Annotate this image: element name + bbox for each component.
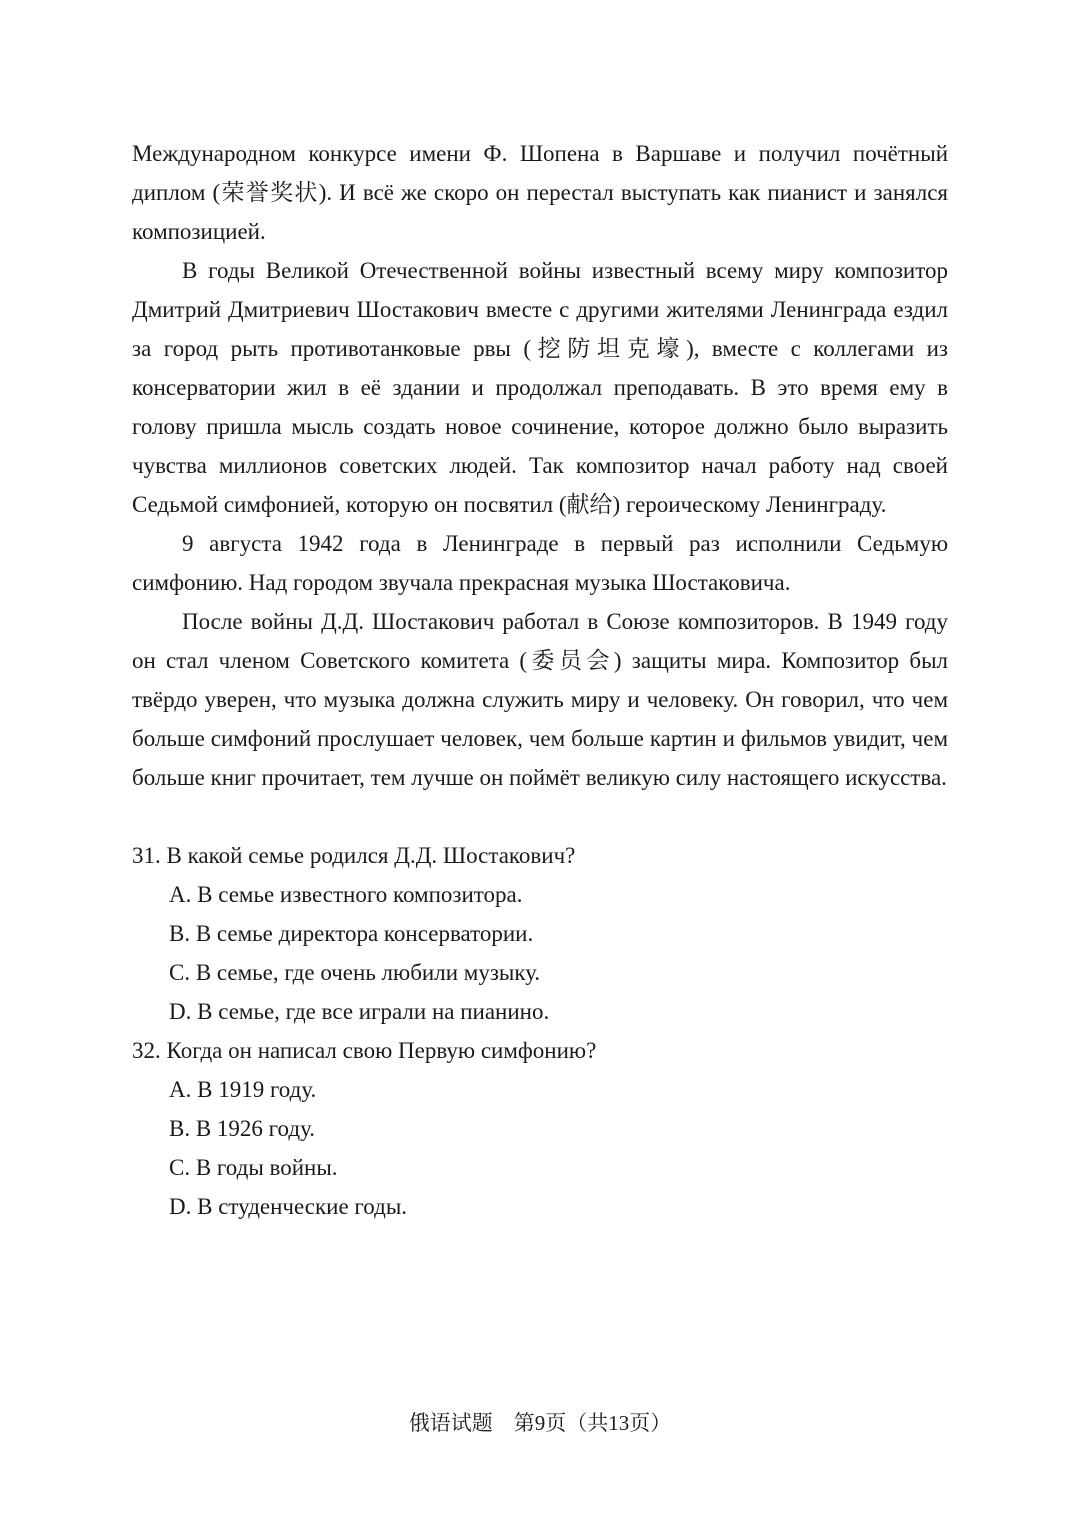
question-32-option-d: D. В студенческие годы.	[169, 1194, 408, 1219]
question-32-option-b: B. В 1926 году.	[169, 1116, 316, 1141]
questions-block	[132, 836, 948, 1226]
passage-paragraph-3: 9 августа 1942 года в Ленинграде в первый раз исполнили Седьмую симфонию. Над городом звучала прекрасная музыка Шостаковича.	[132, 531, 948, 595]
question-31-option-c: C. В семье, где очень любили музыку.	[169, 960, 541, 985]
question-31: 31. В какой семье родился Д.Д. Шостакович?	[132, 843, 576, 868]
question-32: 32. Когда он написал свою Первую симфонию?	[132, 1038, 597, 1063]
question-32-option-a: A. В 1919 году.	[169, 1077, 317, 1102]
question-31-option-d: D. В семье, где все играли на пианино.	[169, 999, 550, 1024]
passage-paragraph-4: После войны Д.Д. Шостакович работал в Союзе композиторов. В 1949 году он стал членом Советского комитета (委员会) защиты мира. Композитор был твёрдо уверен, что музыка должна служить миру и человеку. Он говорил, что чем больше симфоний прослушает человек, чем больше картин и фильмов увидит, чем больше книг прочитает, тем лучше он поймёт великую силу настоящего искусства.	[132, 609, 948, 790]
question-31-option-b: B. В семье директора консерватории.	[169, 921, 534, 946]
exam-page-content	[132, 134, 948, 1226]
passage-paragraph-1: Международном конкурсе имени Ф. Шопена в Варшаве и получил почётный диплом (荣誉奖状). И всё же скоро он перестал выступать как пианист и занялся композицией.	[132, 141, 948, 244]
question-32-option-c: C. В годы войны.	[169, 1155, 338, 1180]
page-footer: 俄语试题 第9页（共13页）	[408, 1411, 672, 1435]
passage-paragraph-2: В годы Великой Отечественной войны известный всему миру композитор Дмитрий Дмитриевич Шостакович вместе с другими жителями Ленинграда ездил за город рыть противотанковые рвы (挖防坦克壕), вместе с коллегами из консерватории жил в её здании и продолжал преподавать. В это время ему в голову пришла мысль создать новое сочинение, которое должно было выразить чувства миллионов советских людей. Так композитор начал работу над своей Седьмой симфонией, которую он посвятил (献给) героическому Ленинграду.	[132, 258, 948, 517]
question-31-option-a: A. В семье известного композитора.	[169, 882, 523, 907]
